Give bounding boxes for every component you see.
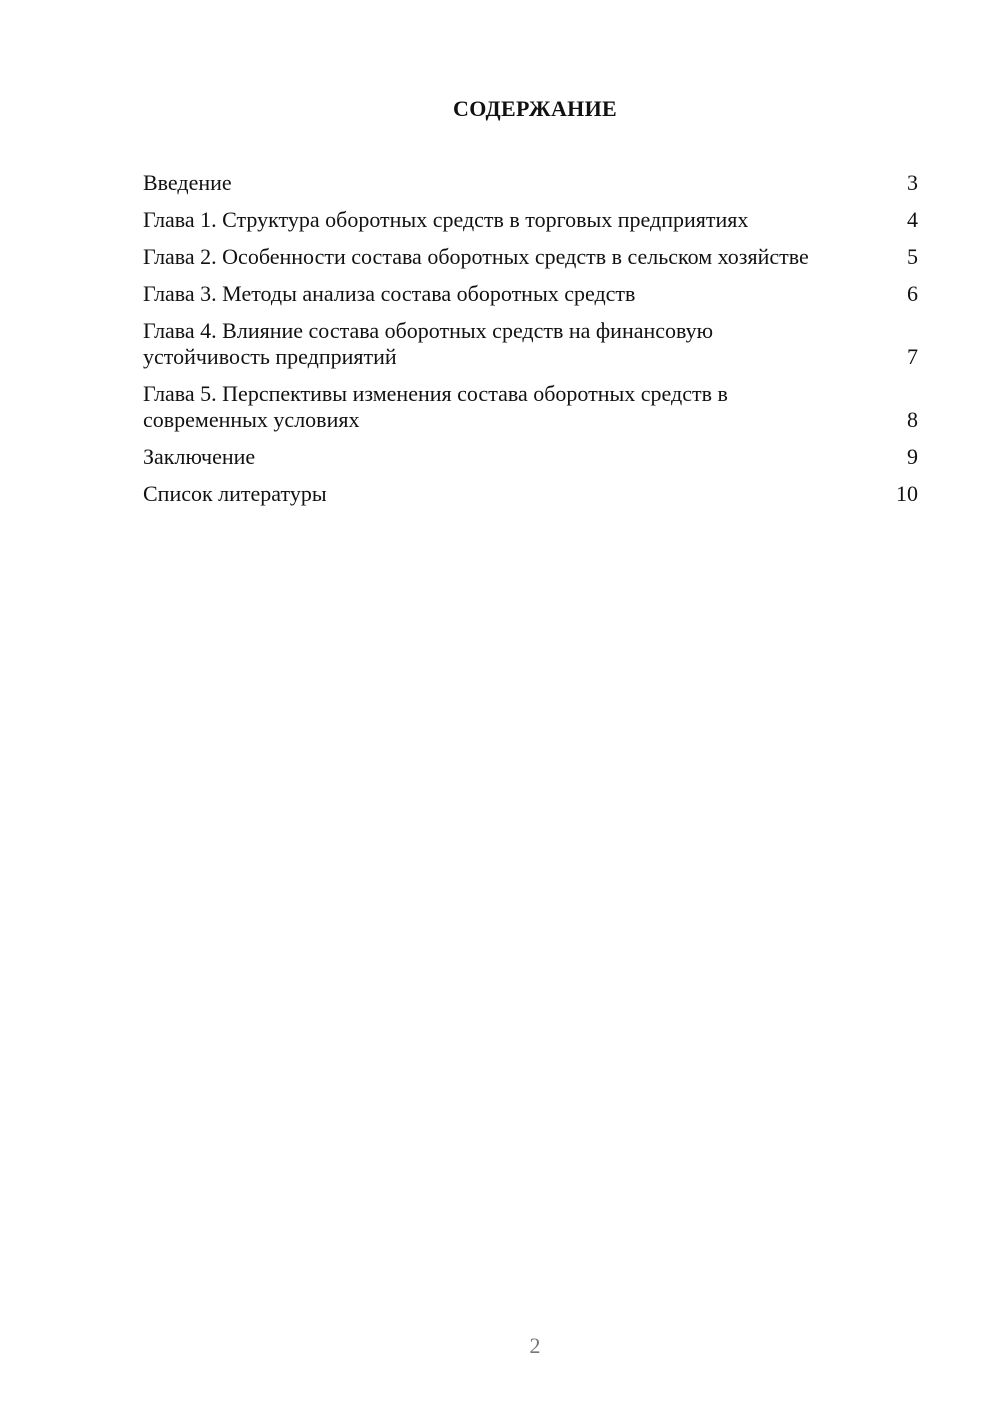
page-title: СОДЕРЖАНИЕ	[453, 96, 617, 121]
toc-item-references	[143, 481, 918, 507]
toc-item-title: Список литературы	[143, 481, 327, 506]
toc-item-chapter-1	[143, 207, 918, 233]
toc-item-conclusion	[143, 444, 918, 470]
toc-item-page: 3	[907, 170, 918, 195]
toc-item-title: Глава 2. Особенности состава оборотных средств в сельском хозяйстве	[143, 244, 809, 269]
toc-item-title: Введение	[143, 170, 232, 195]
toc-item-title: Глава 4. Влияние состава оборотных средств на финансовую устойчивость предприятий	[143, 318, 714, 369]
toc-item-introduction	[143, 170, 918, 196]
toc-item-chapter-3	[143, 281, 918, 307]
toc-item-chapter-2	[143, 244, 918, 270]
toc-item-page: 4	[907, 207, 918, 232]
page-number: 2	[529, 1333, 541, 1358]
toc-item-page: 5	[907, 244, 918, 269]
toc-item-title: Глава 3. Методы анализа состава оборотных средств	[143, 281, 636, 306]
toc-item-chapter-4	[143, 318, 918, 370]
toc-item-page: 9	[907, 444, 918, 469]
toc-item-title: Глава 5. Перспективы изменения состава оборотных средств в современных условиях	[143, 381, 728, 432]
toc-item-page: 7	[907, 344, 918, 369]
table-of-contents	[143, 170, 918, 518]
toc-item-title: Заключение	[143, 444, 256, 469]
toc-item-page: 8	[907, 407, 918, 432]
toc-item-title: Глава 1. Структура оборотных средств в торговых предприятиях	[143, 207, 749, 232]
toc-item-page: 6	[907, 281, 918, 306]
toc-item-chapter-5	[143, 381, 918, 433]
toc-item-page: 10	[896, 481, 918, 506]
